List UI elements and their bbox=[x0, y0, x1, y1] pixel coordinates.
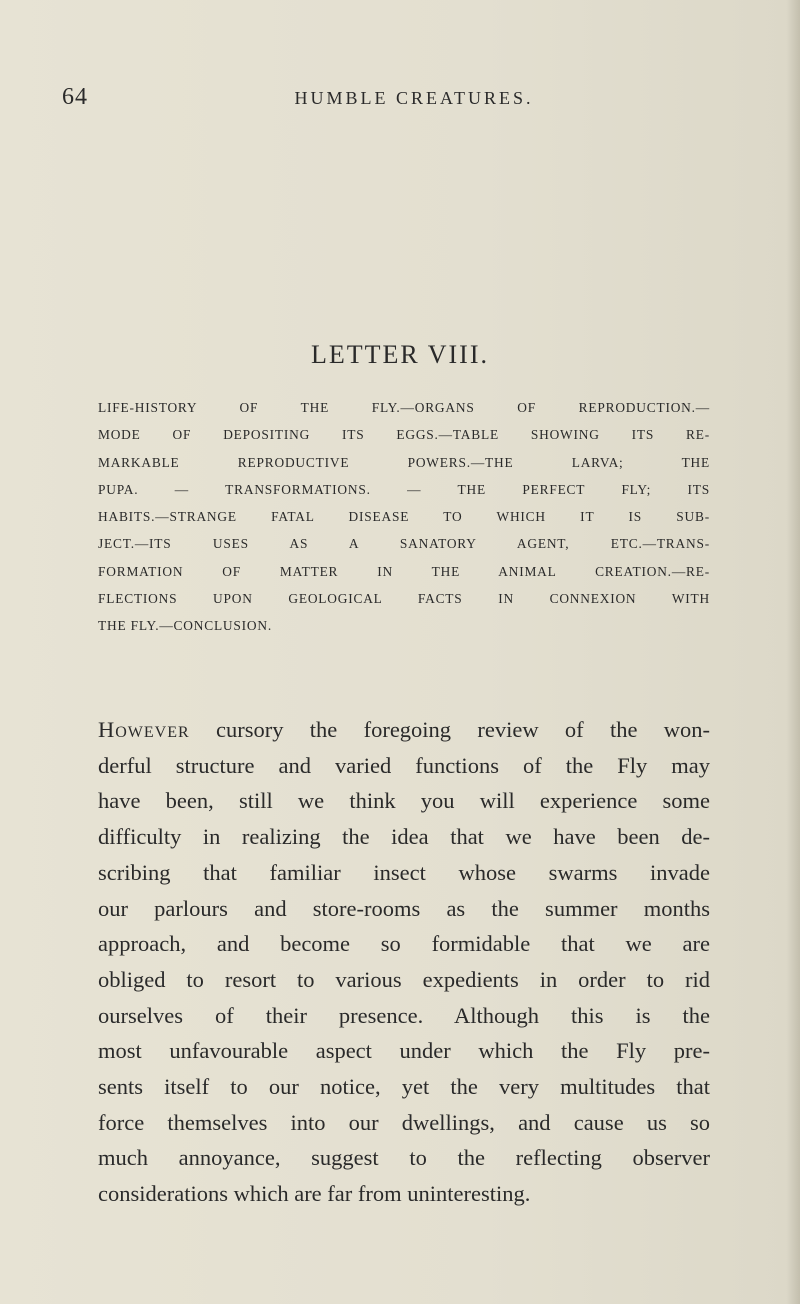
synopsis-line: HABITS.—STRANGE FATAL DISEASE TO WHICH IT IS SUB- bbox=[98, 509, 710, 525]
body-line: our parlours and store-rooms as the summer months bbox=[98, 895, 710, 921]
synopsis-line: MARKABLE REPRODUCTIVE POWERS.—THE LARVA; THE bbox=[98, 454, 710, 470]
synopsis-line: THE FLY.—CONCLUSION. bbox=[98, 618, 272, 634]
running-head bbox=[0, 84, 800, 124]
body-line: considerations which are far from uninteresting. bbox=[98, 1181, 531, 1207]
body-line: force themselves into our dwellings, and cause us so bbox=[98, 1109, 710, 1135]
body-line: have been, still we think you will experience some bbox=[98, 788, 710, 814]
synopsis-line: JECT.—ITS USES AS A SANATORY AGENT, ETC.—TRANS- bbox=[98, 536, 710, 552]
page-edge-shadow bbox=[786, 0, 800, 1304]
body-line: much annoyance, suggest to the reflecting observer bbox=[98, 1145, 710, 1171]
body-line: ourselves of their presence. Although this is the bbox=[98, 1002, 710, 1028]
body-line: scribing that familiar insect whose swarms invade bbox=[98, 859, 710, 885]
body-line: difficulty in realizing the idea that we have been de- bbox=[98, 824, 710, 850]
body-paragraph bbox=[98, 712, 710, 1212]
synopsis-line: MODE OF DEPOSITING ITS EGGS.—TABLE SHOWING ITS RE- bbox=[98, 427, 710, 443]
body-line: obliged to resort to various expedients in order to rid bbox=[98, 966, 710, 992]
first-line-text: cursory the foregoing review of the won- bbox=[189, 717, 710, 742]
body-line: sents itself to our notice, yet the very multitudes that bbox=[98, 1074, 710, 1100]
chapter-title: LETTER VIII. bbox=[310, 340, 490, 369]
body-line: derful structure and varied functions of the Fly may bbox=[98, 752, 710, 778]
running-head-title: HUMBLE CREATURES. bbox=[294, 88, 534, 108]
body-line: approach, and become so formidable that we are bbox=[98, 931, 710, 957]
synopsis-line: PUPA. — TRANSFORMATIONS. — THE PERFECT FLY; ITS bbox=[98, 481, 710, 497]
opening-word: However bbox=[98, 717, 190, 742]
synopsis-line: LIFE-HISTORY OF THE FLY.—ORGANS OF REPRODUCTION.— bbox=[98, 400, 710, 415]
body-line bbox=[98, 712, 710, 748]
synopsis-line: FLECTIONS UPON GEOLOGICAL FACTS IN CONNEXION WITH bbox=[98, 591, 710, 607]
page-number: 64 bbox=[62, 84, 88, 110]
chapter-synopsis bbox=[98, 394, 710, 640]
body-line: most unfavourable aspect under which the Fly pre- bbox=[98, 1038, 710, 1064]
synopsis-line: FORMATION OF MATTER IN THE ANIMAL CREATION.—RE- bbox=[98, 563, 710, 579]
